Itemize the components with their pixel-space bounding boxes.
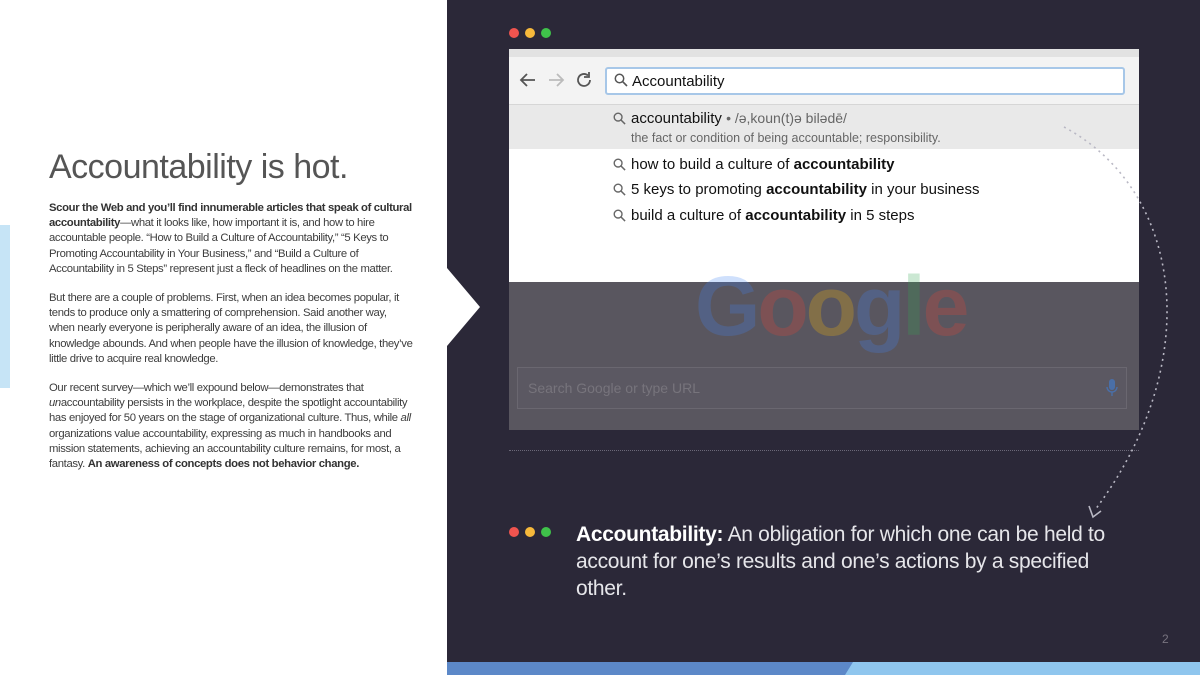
definition-meaning: the fact or condition of being accountable; responsibility.	[631, 131, 941, 145]
suggestion-post: in 5 steps	[846, 207, 915, 224]
definition-term: Accountability:	[576, 523, 724, 546]
definition-dots	[509, 527, 551, 537]
paragraph-1	[49, 201, 414, 277]
suggestion-pre: 5 keys to promoting	[631, 181, 767, 198]
address-bar-value: Accountability	[632, 73, 725, 90]
page-number: 2	[1162, 632, 1169, 646]
logo-letter: g	[853, 259, 903, 353]
suggestion-pre: how to build a culture of	[631, 156, 794, 173]
slide-title: Accountability is hot.	[49, 148, 348, 186]
green-dot-icon	[541, 527, 551, 537]
paragraph-3-text-b: accountability persists in the workplace, despite the spotlight accountability has enjoyed for 50 years on the stage of organizational culture. Thus, while	[49, 397, 408, 425]
paragraph-3-bold: An awareness of concepts does not behavior change.	[87, 458, 359, 471]
left-accent-bar	[0, 225, 10, 388]
logo-letter: l	[902, 259, 923, 353]
definition-text: An obligation for which one can be held to account for one’s results and one’s actions by a specified other.	[576, 523, 1105, 600]
accountability-definition	[576, 521, 1136, 602]
paragraph-3-text-c: organizations value accountability, expressing as much in handbooks and mission statements, achieving an accountability culture remains, for most, a fantasy.	[49, 427, 401, 471]
suggestion-post: in your business	[866, 181, 980, 198]
logo-letter: e	[922, 259, 967, 353]
definition-phonetic: • /ə,koun(t)ə bilədē/	[726, 110, 847, 126]
paragraph-3-text-a: Our recent survey—which we’ll expound below—demonstrates that	[49, 382, 364, 395]
paragraph-3-italic-un: un	[49, 397, 61, 410]
dark-panel	[447, 0, 1200, 675]
google-search-placeholder: Search Google or type URL	[528, 380, 700, 396]
paragraph-3-italic-all: all	[400, 412, 411, 425]
suggestion-bold: accountability	[766, 181, 867, 198]
logo-letter: o	[757, 259, 806, 353]
paragraph-1-bold: Scour the Web and you’ll find innumerable articles that speak of cultural accountability	[49, 202, 412, 230]
left-column	[49, 148, 414, 486]
bottom-accent-bar	[447, 662, 1200, 675]
logo-letter: G	[695, 259, 758, 353]
suggestion-bold: accountability	[745, 207, 847, 224]
bottom-accent-light	[845, 662, 1200, 675]
logo-letter: o	[805, 259, 854, 353]
yellow-dot-icon	[525, 527, 535, 537]
red-dot-icon	[509, 527, 519, 537]
suggestion-bold: accountability	[793, 156, 895, 173]
paragraph-3	[49, 381, 414, 472]
definition-word: accountability	[631, 110, 722, 127]
suggestion-pre: build a culture of	[631, 207, 746, 224]
paragraph-1-text: —what it looks like, how important it is, and how to hire accountable people. “How to Build a Culture of Accountability,” “5 Keys to Promoting Accountability in Your Business,” and “Build a Culture of Accountability in 5 Steps” represent just a fleck of headlines on the matter.	[49, 217, 393, 275]
paragraph-2: But there are a couple of problems. First, when an idea becomes popular, it tends to produce only a smattering of comprehension. Said another way, when nearly everyone is peripherally aware of an idea, the illusion of knowledge abounds. And when people have the illusion of knowledge, they’ve little drive to acquire real knowledge.	[49, 292, 413, 365]
